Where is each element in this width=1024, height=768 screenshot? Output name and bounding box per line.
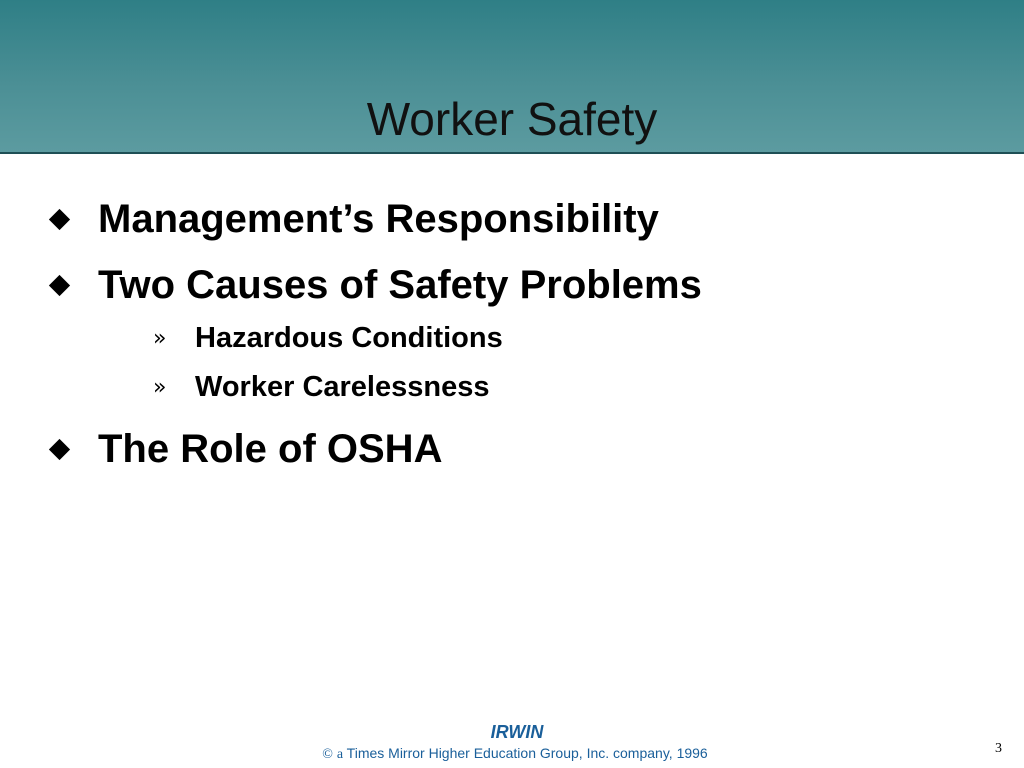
copyright-line [0,745,1024,763]
slide-title: Worker Safety [366,93,658,145]
subitem-worker-carelessness [153,371,489,404]
bullet-item-osha [52,427,442,472]
diamond-bullet-icon [49,209,70,230]
page-number: 3 [995,741,1002,756]
bullet-text: Management’s Responsibility [98,197,659,241]
copyright-text: Times Mirror Higher Education Group, Inc. company, 1996 [346,745,708,761]
subitem-text: Hazardous Conditions [195,322,503,354]
chevron-double-right-icon: » [153,326,167,351]
subitem-hazardous-conditions [153,322,503,355]
chevron-double-right-icon: » [153,375,167,400]
bullet-text: Two Causes of Safety Problems [98,263,702,307]
bullet-item-management [52,197,659,242]
copyright-article: a [336,747,344,762]
bullet-item-two-causes [52,263,702,308]
diamond-bullet-icon [49,439,70,460]
publisher-brand: IRWIN [490,722,544,742]
title-divider [0,152,1024,154]
subitem-text: Worker Carelessness [195,371,490,403]
diamond-bullet-icon [49,275,70,296]
bullet-text: The Role of OSHA [98,427,443,471]
copyright-icon: © [322,747,333,762]
